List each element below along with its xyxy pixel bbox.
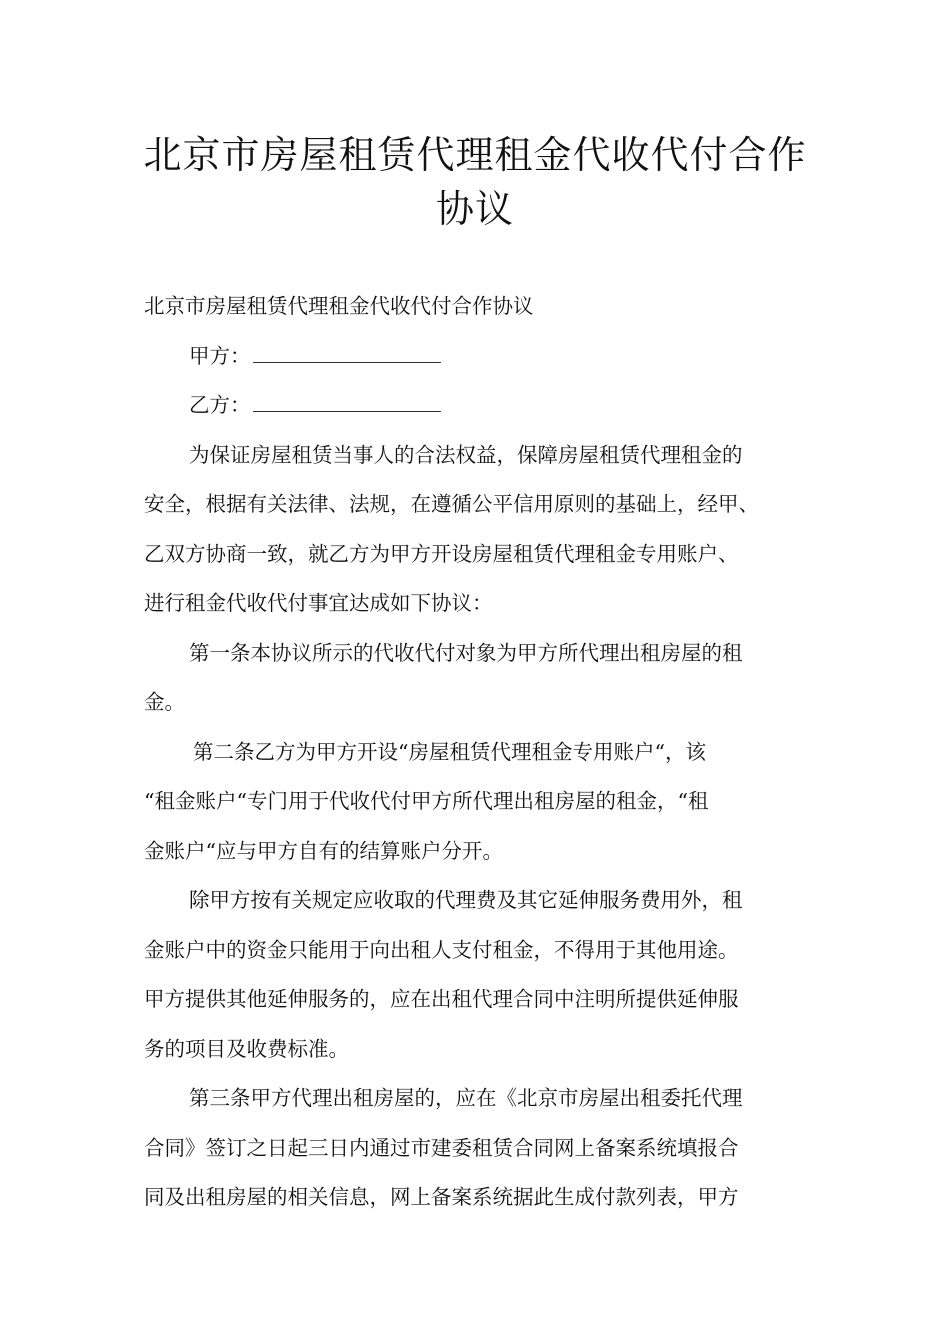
paragraph-article-3 [144,1074,808,1223]
subtitle: 北京市房屋租赁代理租金代收代付合作协议 [144,294,534,318]
party-a-label: 甲方： [189,343,251,368]
document-title [120,128,830,236]
paragraph-line: 为保证房屋租赁当事人的合法权益，保障房屋租赁代理租金的 [189,442,743,467]
title-line-2: 协议 [435,187,514,231]
paragraph-article-1 [144,629,808,728]
paragraph-line: 第一条本协议所示的代收代付对象为甲方所代理出租房屋的租 [189,640,743,665]
paragraph-exception [144,876,808,1074]
party-b-label: 乙方： [189,393,251,417]
title-line-1: 北京市房屋租赁代理租金代收代付合作 [143,133,807,177]
paragraph-intro [144,431,808,629]
document-body [144,282,808,1223]
paragraph-line: 同及出租房屋的相关信息，网上备案系统据此生成付款列表，甲方 [144,1185,739,1209]
paragraph-article-2 [144,728,808,877]
paragraph-line: “租金账户“专门用于代收代付甲方所代理出租房屋的租金，“租 [144,789,709,813]
paragraph-line: 金账户“应与甲方自有的结算账户分开。 [144,838,503,863]
paragraph-line: 金账户中的资金只能用于向出租人支付租金，不得用于其他用途。 [144,937,739,962]
paragraph-line: 乙双方协商一致，就乙方为甲方开设房屋租赁代理租金专用账户、 [144,541,739,566]
paragraph-line: 务的项目及收费标准。 [144,1036,349,1061]
paragraph-line: 安全，根据有关法律、法规，在遵循公平信用原则的基础上，经甲、 [144,492,759,516]
paragraph-line: 除甲方按有关规定应收取的代理费及其它延伸服务费用外，租 [189,888,743,912]
paragraph-line: 甲方提供其他延伸服务的，应在出租代理合同中注明所提供延伸服 [144,987,739,1011]
party-b-blank [253,389,441,412]
party-a-row [144,332,808,382]
party-a-blank [253,340,441,363]
paragraph-line: 合同》签订之日起三日内通过市建委租赁合同网上备案系统填报合 [144,1135,739,1160]
party-b-row [144,381,808,431]
paragraph-line: 第三条甲方代理出租房屋的，应在《北京市房屋出租委托代理 [189,1086,743,1110]
paragraph-line: 进行租金代收代付事宜达成如下协议： [144,591,493,615]
paragraph-line: 第二条乙方为甲方开设“房屋租赁代理租金专用账户“，该 [193,739,706,764]
paragraph-line: 金。 [144,690,185,714]
